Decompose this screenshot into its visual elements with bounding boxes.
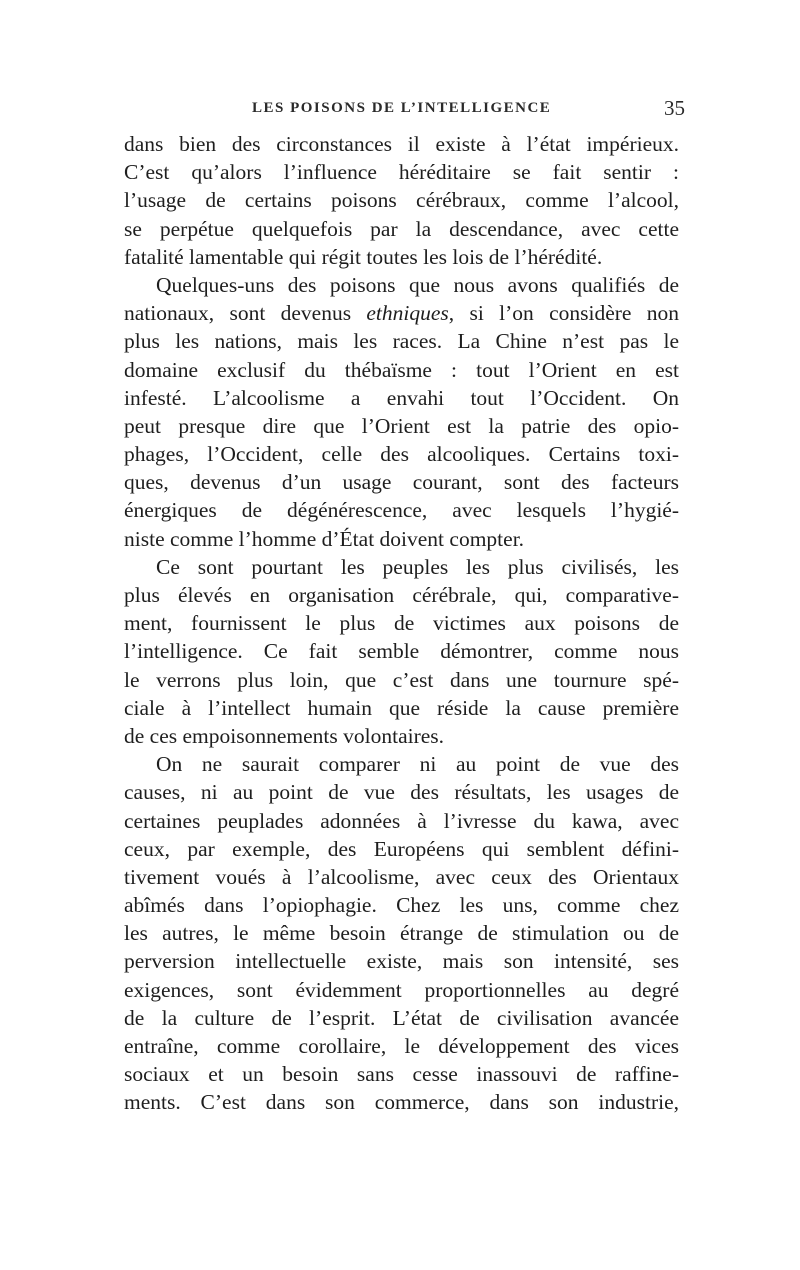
text-line: entraîne, comme corollaire, le développement des vices	[124, 1034, 679, 1058]
paragraph-start-line: Quelques-uns des poisons que nous avons qualifiés de	[156, 272, 679, 297]
text-line: domaine exclusif du thébaïsme : tout l’Orient en est	[124, 357, 679, 382]
italic-word: ethniques	[366, 301, 449, 326]
text-line: infesté. L’alcoolisme a envahi tout l’Occident. On	[124, 385, 679, 410]
text-line: certaines peuplades adonnées à l’ivresse du kawa, avec	[124, 808, 679, 833]
text-line: sociaux et un besoin sans cesse inassouvi de raffine-	[124, 1062, 679, 1087]
text-line: se perpétue quelquefois par la descendance, avec cette	[124, 216, 679, 241]
text-line: ment, fournissent le plus de victimes aux poisons de	[124, 611, 679, 636]
text-line: les autres, le même besoin étrange de stimulation ou de	[124, 921, 679, 946]
paragraph-start-line: Ce sont pourtant les peuples les plus civilisés, les	[156, 554, 679, 579]
text-line: peut presque dire que l’Orient est la patrie des opio-	[124, 413, 679, 438]
text-line: fatalité lamentable qui régit toutes les lois de l’hérédité.	[124, 244, 603, 269]
body-text	[124, 130, 679, 1117]
paragraph-start-line: On ne saurait comparer ni au point de vue des	[156, 752, 679, 777]
text-line: l’usage de certains poisons cérébraux, comme l’alcool,	[124, 188, 679, 213]
text-line: ques, devenus d’un usage courant, sont des facteurs	[124, 470, 679, 495]
running-head	[120, 96, 685, 124]
text-line: le verrons plus loin, que c’est dans une tournure spé-	[124, 667, 679, 692]
text-line: ceux, par exemple, des Européens qui semblent défini-	[124, 836, 679, 861]
text-line: l’intelligence. Ce fait semble démontrer, comme nous	[124, 639, 679, 664]
text-line: niste comme l’homme d’État doivent compter.	[124, 526, 525, 551]
text-line: dans bien des circonstances il existe à l’état impérieux.	[124, 132, 679, 156]
text-line: causes, ni au point de vue des résultats, les usages de	[124, 780, 679, 805]
text-line: énergiques de dégénérescence, avec lesquels l’hygié-	[124, 498, 679, 523]
text-line: perversion intellectuelle existe, mais son intensité, ses	[124, 949, 679, 974]
text-line: C’est qu’alors l’influence héréditaire se fait sentir :	[124, 160, 679, 185]
text-line: ciale à l’intellect humain que réside la cause première	[124, 695, 679, 720]
text-line: exigences, sont évidemment proportionnelles au degré	[124, 977, 679, 1002]
text-line: de ces empoisonnements volontaires.	[124, 723, 445, 748]
text-fragment: nationaux, sont devenus	[124, 301, 352, 326]
text-fragment: , si l’on considère non	[448, 301, 680, 326]
running-title: LES POISONS DE L’INTELLIGENCE	[252, 100, 552, 116]
text-line	[124, 299, 679, 327]
text-line: de la culture de l’esprit. L’état de civilisation avancée	[124, 1005, 679, 1030]
page-number: 35	[664, 96, 685, 120]
text-line: plus élevés en organisation cérébrale, qui, comparative-	[124, 583, 679, 607]
text-line: abîmés dans l’opiophagie. Chez les uns, comme chez	[124, 893, 679, 918]
text-line: plus les nations, mais les races. La Chine n’est pas le	[124, 329, 679, 354]
text-line: phages, l’Occident, celle des alcooliques. Certains toxi-	[124, 442, 679, 467]
text-line: ments. C’est dans son commerce, dans son industrie,	[124, 1090, 679, 1115]
text-line: tivement voués à l’alcoolisme, avec ceux des Orientaux	[124, 864, 679, 889]
